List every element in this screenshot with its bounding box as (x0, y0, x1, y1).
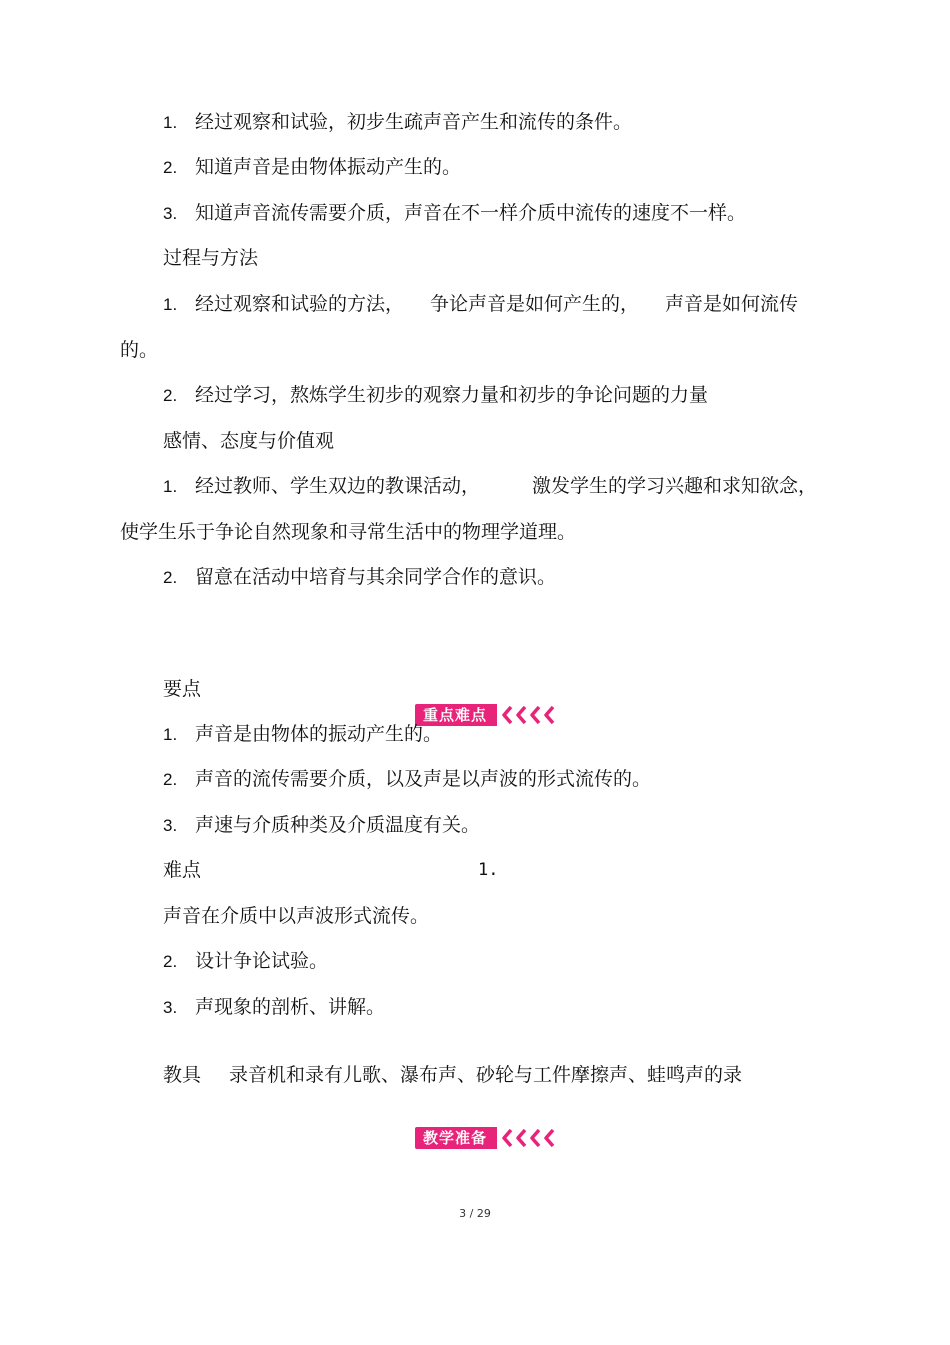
list-text: 设计争论试验。 (195, 950, 329, 972)
difficulty-item-2 (163, 949, 328, 974)
attitude-heading: 感情、态度与价值观 (163, 430, 335, 452)
chevrons-left-icon (499, 704, 561, 726)
list-text: 声音是由物体的振动产生的。 (195, 723, 443, 745)
process-item-1 (163, 292, 798, 317)
key-item-2 (163, 767, 651, 792)
attitude-item-2 (163, 565, 556, 590)
list-text: 激发学生的学习兴趣和求知欲念， (532, 475, 818, 497)
list-number: 2. (163, 158, 178, 177)
key-item-3 (163, 813, 480, 838)
list-text: 经过观察和试验的方法， (195, 293, 405, 315)
goal-item-2 (163, 155, 461, 180)
list-text: 声速与介质种类及介质温度有关。 (195, 814, 481, 836)
difficulty-text-1: 声音在介质中以声波形式流传。 (163, 905, 430, 927)
list-number: 3. (163, 998, 178, 1017)
difficulty-item-3 (163, 995, 385, 1020)
list-number: 1. (163, 113, 178, 132)
list-text: 争论声音是如何产生的， (430, 293, 640, 315)
difficulty-heading: 难点 (163, 859, 202, 881)
list-text: 留意在活动中培育与其余同学合作的意识。 (195, 566, 557, 588)
teaching-prep-banner (415, 1127, 561, 1149)
difficulty-number-1: 1. (478, 860, 499, 880)
list-number: 2. (163, 952, 178, 971)
process-item-1-continuation: 的。 (120, 339, 159, 361)
tools-text: 录音机和录有儿歌、瀑布声、砂轮与工件摩擦声、蛙鸣声的录 (229, 1064, 743, 1086)
list-text: 声现象的剖析、讲解。 (195, 996, 386, 1018)
page-number: 3 / 29 (459, 1207, 491, 1220)
list-text: 知道声音是由物体振动产生的。 (195, 156, 462, 178)
key-heading: 要点 (163, 678, 202, 700)
process-item-2 (163, 383, 708, 408)
attitude-item-1-continuation: 使学生乐于争论自然现象和寻常生活中的物理学道理。 (120, 521, 577, 543)
process-heading: 过程与方法 (163, 247, 259, 269)
list-number: 2. (163, 770, 178, 789)
list-number: 3. (163, 204, 178, 223)
key-item-1 (163, 722, 442, 747)
list-text: 经过教师、学生双边的教课活动， (195, 475, 481, 497)
tools-heading: 教具 (163, 1064, 202, 1086)
list-text: 声音是如何流传 (665, 293, 799, 315)
attitude-item-1 (163, 474, 817, 499)
goal-item-1 (163, 110, 632, 135)
goal-item-3 (163, 201, 746, 226)
banner-label: 教学准备 (415, 1127, 497, 1149)
chevrons-left-icon (499, 1127, 561, 1149)
list-text: 知道声音流传需要介质，声音在不一样介质中流传的速度不一样。 (195, 202, 747, 224)
list-number: 1. (163, 725, 178, 744)
list-text: 经过观察和试验，初步生疏声音产生和流传的条件。 (195, 111, 633, 133)
list-number: 2. (163, 386, 178, 405)
tools-line (163, 1063, 742, 1087)
list-number: 2. (163, 568, 178, 587)
list-number: 1. (163, 295, 178, 314)
list-text: 声音的流传需要介质，以及声是以声波的形式流传的。 (195, 768, 652, 790)
list-text: 经过学习，熬炼学生初步的观察力量和初步的争论问题的力量 (195, 384, 709, 406)
list-number: 3. (163, 816, 178, 835)
list-number: 1. (163, 477, 178, 496)
banner-label: 重点难点 (415, 704, 497, 726)
